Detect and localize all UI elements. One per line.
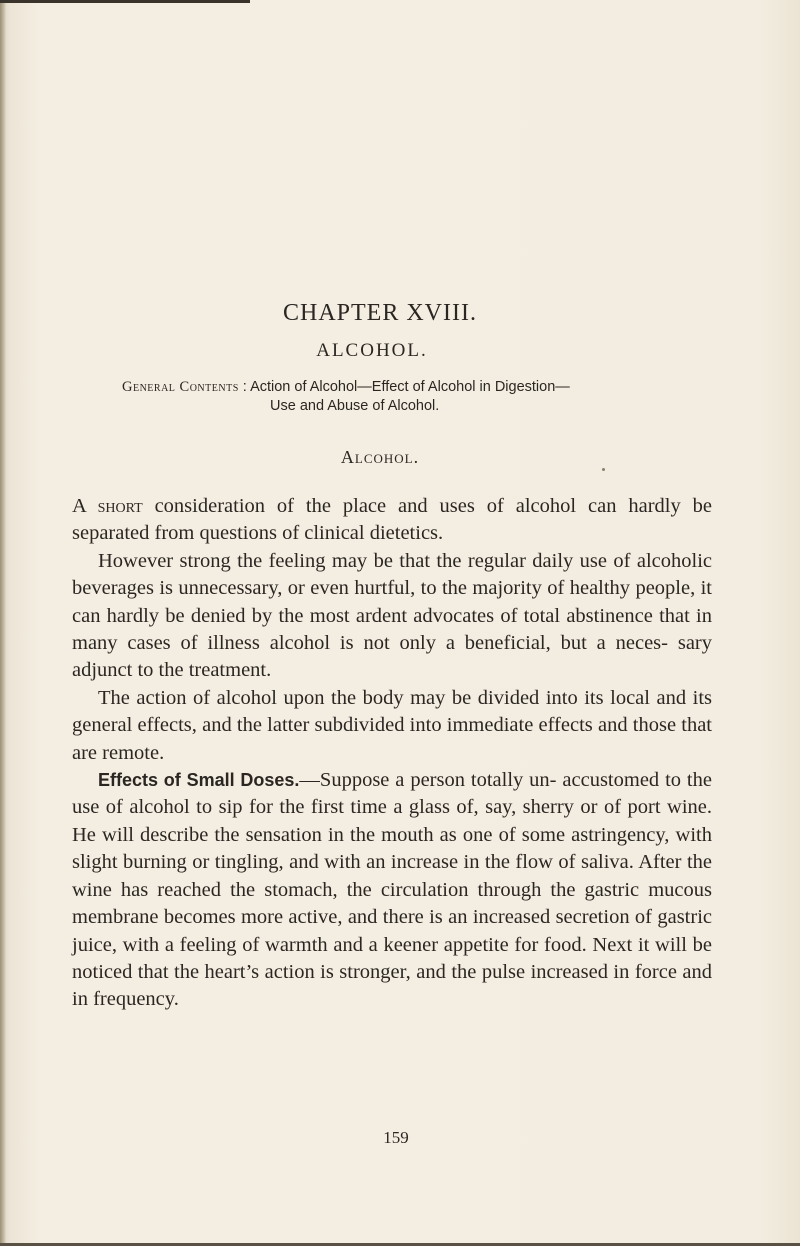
chapter-title: ALCOHOL. [316,340,428,361]
contents-line-1: Action of Alcohol—Effect of Alcohol in Digestion— [250,379,570,395]
print-speck [602,468,605,471]
paragraph-1 [72,493,712,548]
body-text [72,493,712,1014]
paragraph-3: The action of alcohol upon the body may be divided into its local and its general effects, and the latter subdivided into immediate effects and those that are remote. [72,686,712,764]
general-contents [122,378,682,416]
contents-label: General Contents [122,379,239,395]
paragraph-1-lead: A short [72,495,143,517]
section-heading: Alcohol. [340,447,420,467]
contents-separator: : [238,379,251,395]
paragraph-4 [72,767,712,1014]
top-rule [0,0,250,3]
paragraph-4-text: —Suppose a person totally un- accustomed to the use of alcohol to sip for the first time a glass of, say, sherry or of port wine. He will describe the sensation in the mouth as one of some astringency, with slight burning or tingling, and with an increase in the flow of saliva. After the wine has reached the stomach, the circulation through the gastric mucous membrane becomes more active, and there is an increased secretion of gastric juice, with a feeling of warmth and a keener appetite for food. Next it will be noticed that the heart’s action is stronger, and the pulse increased in force and in frequency. [72,769,712,1011]
contents-line-2: Use and Abuse of Alcohol. [270,398,440,414]
page-gutter-shadow [0,0,6,1246]
chapter-heading: CHAPTER XVIII. [283,300,477,326]
page-number: 159 [383,1128,409,1147]
paragraph-2: However strong the feeling may be that the regular daily use of alcoholic beverages is unnecessary, or even hurtful, to the majority of healthy people, it can hardly be denied by the most ardent advocates of total abstinence that in many cases of illness alcohol is not only a beneficial, but a neces- sary adjunct to the treatment. [72,549,712,682]
paragraph-4-run-in-heading: Effects of Small Doses. [98,770,300,791]
paragraph-1-text: consideration of the place and uses of alcohol can hardly be separated from questions of clinical dietetics. [72,495,712,545]
